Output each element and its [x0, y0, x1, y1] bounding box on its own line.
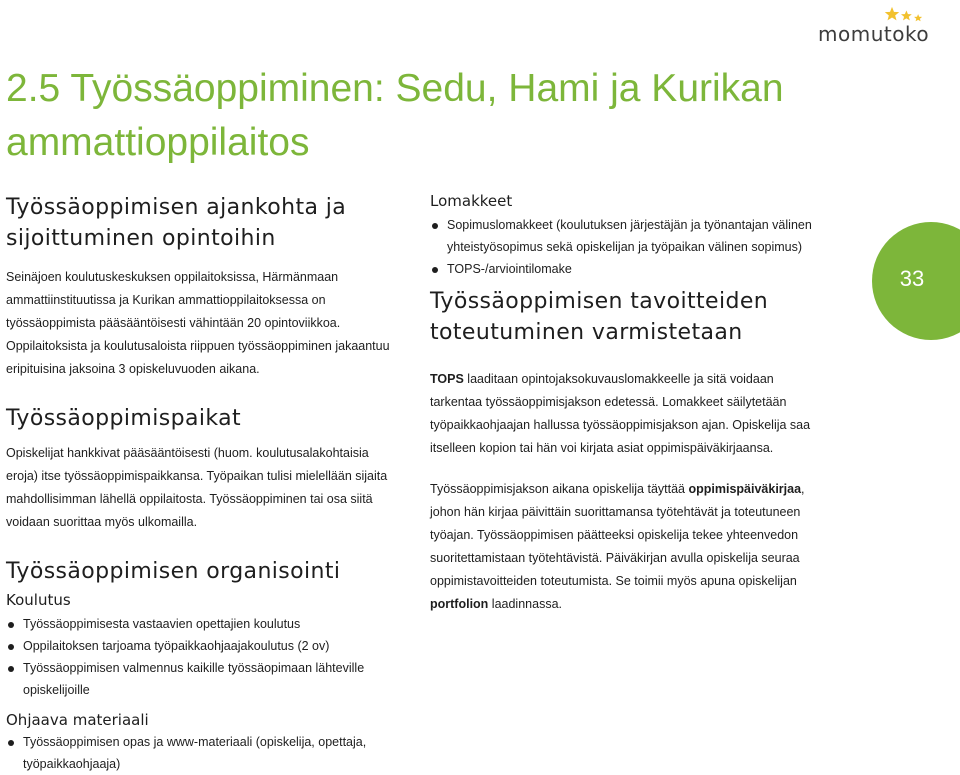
- right-column: [430, 190, 830, 616]
- page-number: 33: [899, 266, 925, 291]
- portfolio-label: portfolion: [430, 597, 489, 611]
- subheading-ohjaava-materiaali: Ohjaava materiaali: [6, 711, 149, 729]
- tops-label: TOPS: [430, 372, 464, 386]
- bullet-icon: [8, 740, 14, 746]
- koulutus-list: [6, 613, 386, 701]
- paivakirja-paragraph: Työssäoppimisjakson aikana opiskelija täyttää oppimispäiväkirjaa, johon hän kirjaa päivittäin suorittamansa työtehtävät ja toteutuneen työajan. Työssäoppimisen päätteeksi opiskelija tekee yhteenvedon suoritettamistaan työtehtävistä. Päiväkirjan avulla opiskelija seuraa oppimistavoitteiden toteutumista. Se toimii myös apuna opiskelijan portfolion laadinnassa.: [430, 482, 805, 611]
- bullet-icon: [432, 267, 438, 273]
- oppimispaivakirja-label: oppimispäiväkirjaa: [688, 482, 802, 496]
- page-number-badge: [872, 222, 960, 340]
- section-heading-paikat: Työssäoppimispaikat: [6, 406, 242, 431]
- section-heading-ajankohta: Työssäoppimisen ajankohta ja sijoittuminen opintoihin: [6, 195, 347, 251]
- bullet-icon: [8, 666, 14, 672]
- section-text-ajankohta: Seinäjoen koulutuskeskuksen oppilaitoksissa, Härmänmaan ammattiinstituutissa ja Kurikan ammattioppilaitoksessa on työssäoppimista pääsääntöisesti vähintään 20 opintoviikkoa. Oppilaitoksista ja koulutusaloista riippuen työssäoppiminen jakaantuu eripituisina jaksoina 3 opiskeluvuoden aikana.: [6, 270, 390, 376]
- list-item: Työssäoppimisesta vastaavien opettajien koulutus: [6, 613, 386, 635]
- list-item: TOPS-/arviointilomake: [430, 258, 830, 280]
- subheading-koulutus: Koulutus: [6, 591, 71, 609]
- left-column: [6, 192, 400, 775]
- page-title: 2.5 Työssäoppiminen: Sedu, Hami ja Kurikan ammattioppilaitos: [6, 67, 784, 164]
- logo-text: momutoko: [818, 22, 930, 46]
- list-item: Oppilaitoksen tarjoama työpaikkaohjaajakoulutus (2 ov): [6, 635, 386, 657]
- momutoko-logo: [818, 6, 940, 46]
- subheading-lomakkeet: Lomakkeet: [430, 192, 513, 210]
- section-heading-organisointi: Työssäoppimisen organisointi: [6, 559, 341, 584]
- materiaali-list: [6, 731, 376, 775]
- list-item: Työssäoppimisen valmennus kaikille työssäopimaan lähteville opiskelijoille: [6, 657, 386, 701]
- list-item: Sopimuslomakkeet (koulutuksen järjestäjän ja työnantajan välinen yhteistyösopimus sekä opiskelijan ja työpaikan välinen sopimus): [430, 214, 830, 258]
- section-heading-tavoitteet: Työssäoppimisen tavoitteiden toteutuminen varmistetaan: [430, 289, 769, 345]
- list-item: Työssäoppimisen opas ja www-materiaali (opiskelija, opettaja, työpaikkaohjaaja): [6, 731, 376, 775]
- bullet-icon: [8, 644, 14, 650]
- bullet-icon: [432, 223, 438, 229]
- bullet-icon: [8, 622, 14, 628]
- tops-paragraph: TOPS laaditaan opintojaksokuvauslomakkeelle ja sitä voidaan tarkentaa työssäoppimisjakson edetessä. Lomakkeet säilytetään työpaikkaohjaajan hallussa työssäoppimisjakson ajan. Opiskelija saa itselleen kopion tai hän voi kirjata asiat oppimispäiväkirjaansa.: [430, 372, 811, 455]
- lomakkeet-list: [430, 214, 830, 280]
- section-text-paikat: Opiskelijat hankkivat pääsääntöisesti (huom. koulutusalakohtaisia eroja) itse työssäoppimispaikkansa. Työpaikan tulisi mielellään sijaita mahdollisimman lähellä oppilaitosta. Työssäoppiminen tai osa siitä voidaan suorittaa myös ulkomailla.: [6, 446, 388, 529]
